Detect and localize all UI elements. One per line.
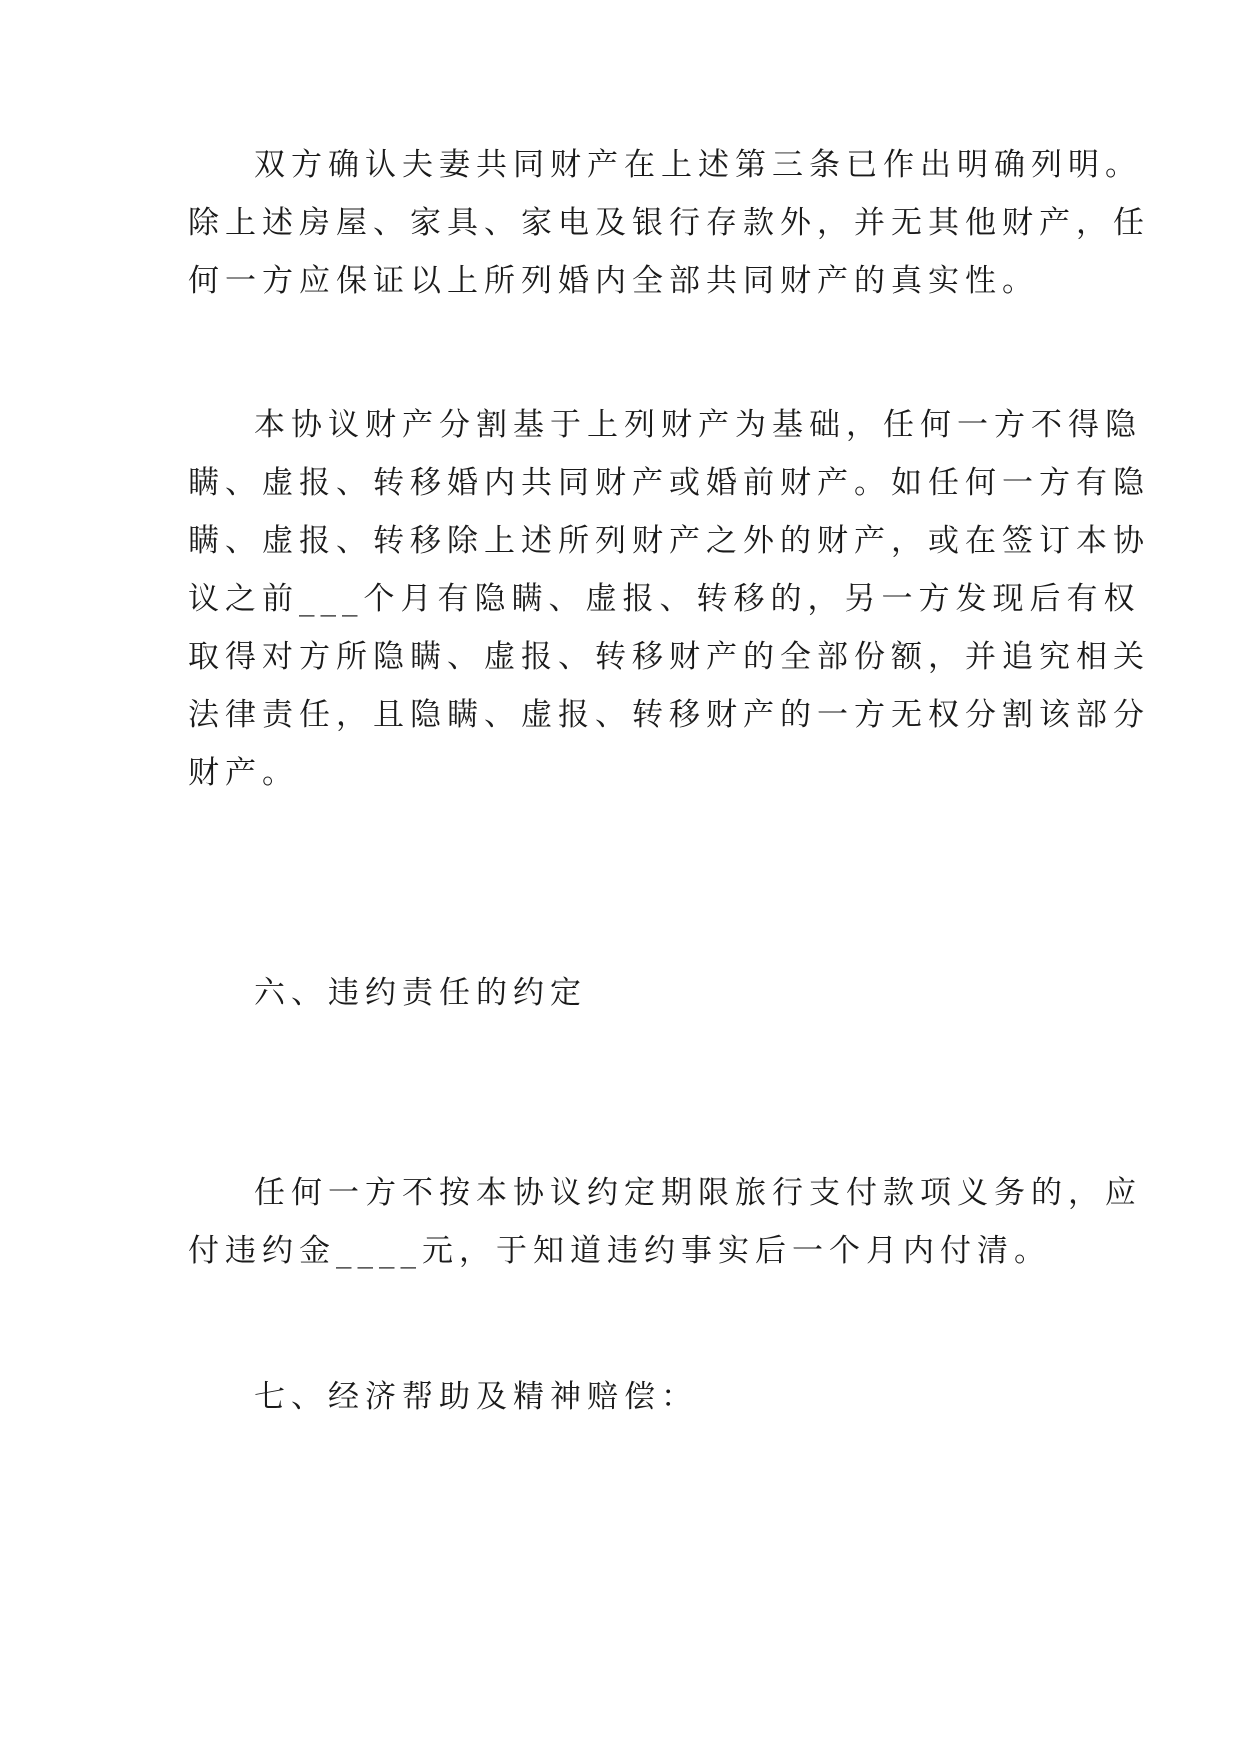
- paragraph-line: 议之前___个月有隐瞒、虚报、转移的，另一方发现后有权: [188, 581, 1141, 617]
- paragraph-liquidated-damages: [188, 1164, 1142, 1280]
- paragraph-line: 除上述房屋、家具、家电及银行存款外，并无其他财产，任: [188, 205, 1150, 241]
- paragraph-line: 取得对方所隐瞒、虚报、转移财产的全部份额，并追究相关: [188, 639, 1150, 675]
- paragraph-line: 任何一方不按本协议约定期限旅行支付款项义务的，应: [254, 1175, 1142, 1211]
- paragraph-line: 法律责任，且隐瞒、虚报、转移财产的一方无权分割该部分: [188, 697, 1150, 733]
- section-heading-economic-assistance: [188, 1368, 1048, 1426]
- paragraph-line: 何一方应保证以上所列婚内全部共同财产的真实性。: [188, 263, 1039, 299]
- paragraph-line: 双方确认夫妻共同财产在上述第三条已作出明确列明。: [254, 147, 1142, 183]
- paragraph-property-division: [188, 396, 1150, 802]
- paragraph-line: 瞒、虚报、转移除上述所列财产之外的财产，或在签订本协: [188, 523, 1150, 559]
- paragraph-line: 付违约金____元，于知道违约事实后一个月内付清。: [188, 1233, 1051, 1269]
- section-heading: 七、经济帮助及精神赔偿：: [254, 1379, 698, 1415]
- paragraph-line: 财产。: [188, 755, 299, 791]
- paragraph-property-confirmation: [188, 136, 1150, 310]
- section-heading-breach-of-contract: [188, 964, 1048, 1022]
- paragraph-line: 本协议财产分割基于上列财产为基础，任何一方不得隐: [254, 407, 1142, 443]
- section-heading: 六、违约责任的约定: [254, 975, 587, 1011]
- paragraph-line: 瞒、虚报、转移婚内共同财产或婚前财产。如任何一方有隐: [188, 465, 1150, 501]
